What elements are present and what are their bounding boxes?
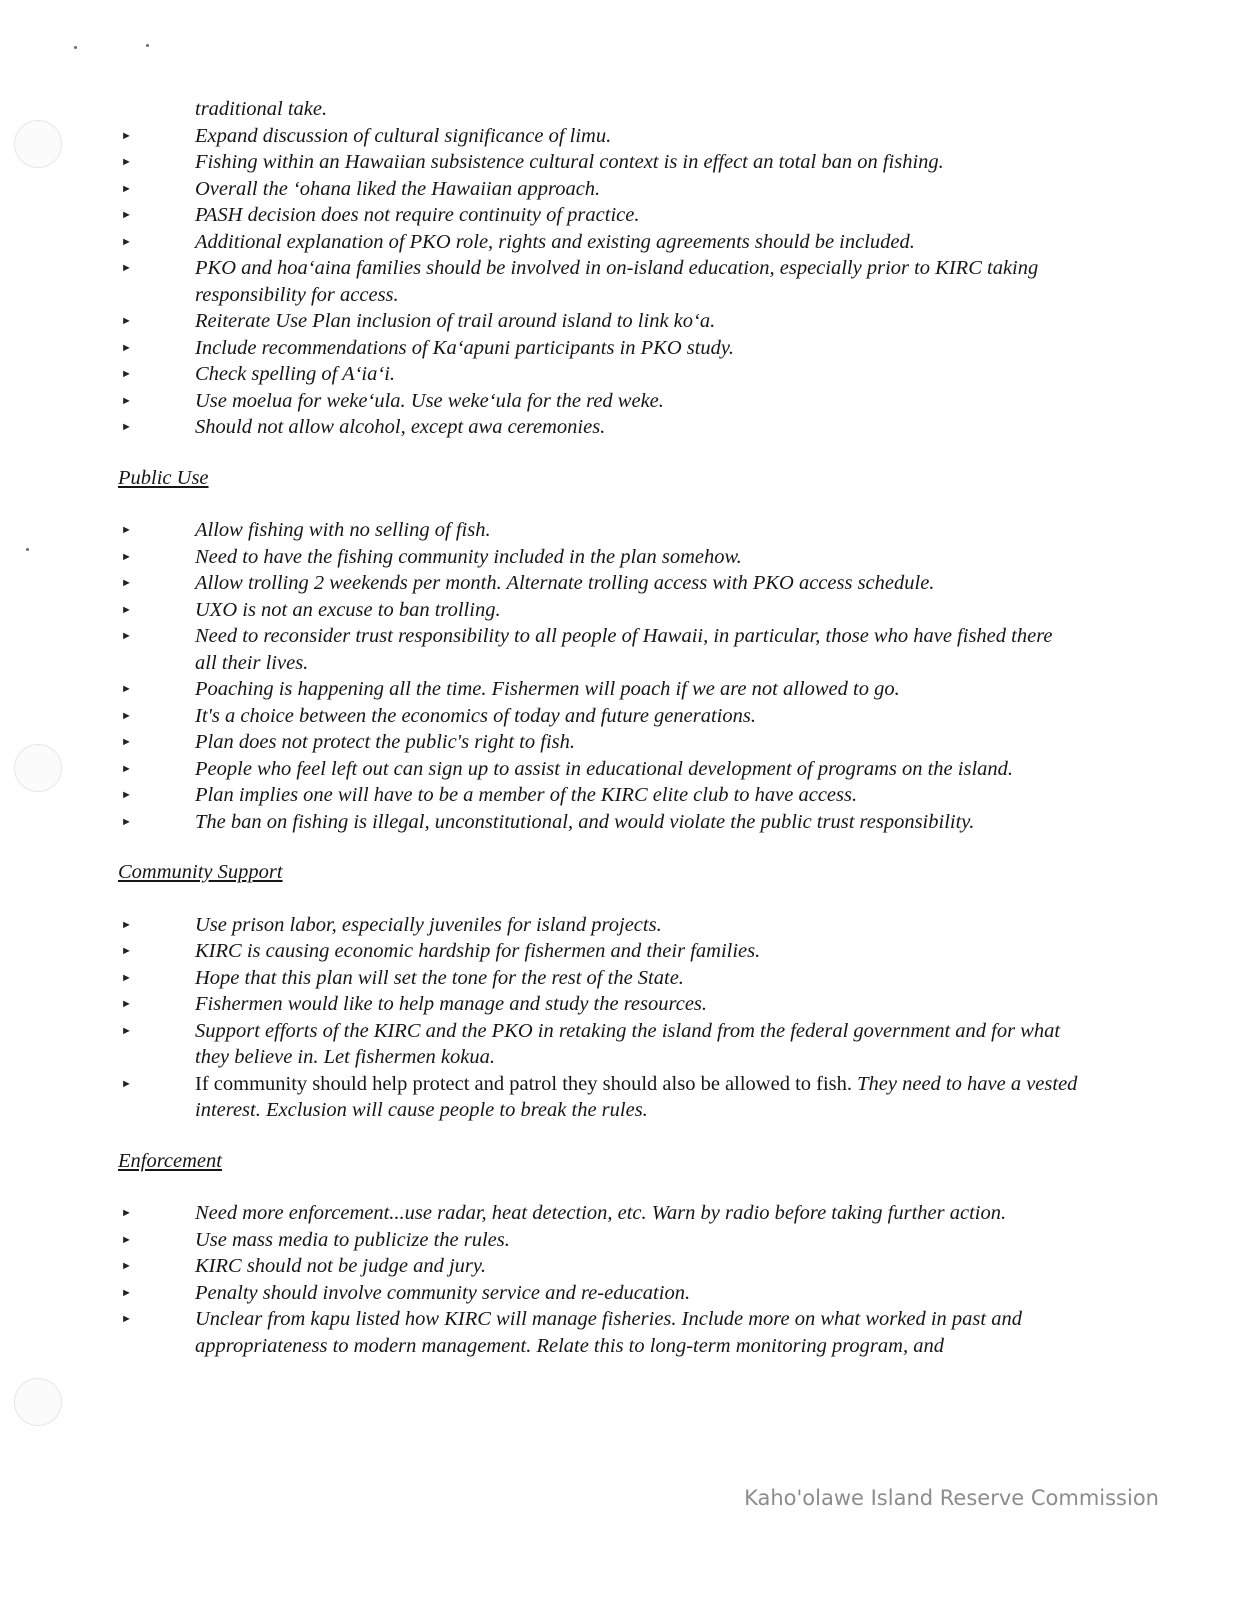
bullet-arrow-icon: ► xyxy=(121,156,132,168)
bullet-arrow-icon: ► xyxy=(121,736,132,748)
scan-speck xyxy=(26,548,29,551)
bullet-arrow-icon: ► xyxy=(121,1077,132,1090)
section-heading-enforcement: Enforcement xyxy=(118,1149,222,1172)
top-bullet-list xyxy=(118,123,1078,441)
list-item: ► Need to reconsider trust responsibility to all people of Hawaii, in particular, those who have fished there all their lives. xyxy=(121,625,1053,674)
list-item: ► Fishermen would like to help manage and study the resources. xyxy=(118,991,1078,1018)
bullet-arrow-icon: ► xyxy=(121,341,132,354)
list-item: ► Unclear from kapu listed how KIRC will manage fisheries. Include more on what worked in past and appropriateness to modern management. Relate this to long-term monitoring program, and xyxy=(121,1308,1022,1357)
list-item: ► It's a choice between the economics of today and future generations. xyxy=(118,703,1078,730)
bullet-arrow-icon: ► xyxy=(121,577,132,589)
bullet-arrow-icon: ► xyxy=(121,209,132,221)
section-heading-public-use: Public Use xyxy=(118,466,209,489)
bullet-arrow-icon: ► xyxy=(121,603,132,616)
list-item: ► Expand discussion of cultural significance of limu. xyxy=(118,123,1078,150)
list-item: ► Support efforts of the KIRC and the PKO in retaking the island from the federal government and for what they believe in. Let fishermen kokua. xyxy=(121,1019,1061,1068)
list-item: ► Plan does not protect the public's right to fish. xyxy=(118,729,1078,756)
list-item: ► The ban on fishing is illegal, unconstitutional, and would violate the public trust responsibility. xyxy=(118,809,1078,836)
bullet-arrow-icon: ► xyxy=(121,315,132,327)
bullet-arrow-icon: ► xyxy=(121,1313,132,1325)
bullet-arrow-icon: ► xyxy=(121,421,132,433)
list-item: ► If community should help protect and patrol they should also be allowed to fish. They need to have a vested interest. Exclusion will cause people to break the rules. xyxy=(121,1072,1078,1121)
public-use-list xyxy=(118,517,1078,835)
list-item: ► Reiterate Use Plan inclusion of trail around island to link ko‘a. xyxy=(118,308,1078,335)
list-item: ► Use moelua for weke‘ula. Use weke‘ula for the red weke. xyxy=(118,388,1078,415)
list-item: ► Plan implies one will have to be a member of the KIRC elite club to have access. xyxy=(118,782,1078,809)
bullet-arrow-icon: ► xyxy=(121,129,132,142)
bullet-arrow-icon: ► xyxy=(121,1233,132,1246)
bullet-arrow-icon: ► xyxy=(121,524,132,536)
section-heading-community-support: Community Support xyxy=(118,861,283,883)
bullet-arrow-icon: ► xyxy=(121,1207,132,1219)
enforcement-list xyxy=(118,1200,1078,1359)
bullet-arrow-icon: ► xyxy=(121,945,132,957)
list-item: ► People who feel left out can sign up to assist in educational development of programs on the island. xyxy=(118,756,1078,783)
document-body xyxy=(118,96,1078,1359)
bullet-arrow-icon: ► xyxy=(121,262,132,274)
list-item: ► Check spelling of A‘ia‘i. xyxy=(118,361,1078,388)
bullet-arrow-icon: ► xyxy=(121,971,132,984)
bullet-arrow-icon: ► xyxy=(121,683,132,695)
bullet-arrow-icon: ► xyxy=(121,998,132,1010)
bullet-arrow-icon: ► xyxy=(121,630,132,642)
bullet-arrow-icon: ► xyxy=(121,394,132,407)
list-item: ► KIRC is causing economic hardship for fishermen and their families. xyxy=(118,938,1078,965)
list-item: ► Allow fishing with no selling of fish. xyxy=(118,517,1078,544)
bullet-arrow-icon: ► xyxy=(121,1024,132,1037)
scan-speck xyxy=(146,44,149,47)
bullet-arrow-icon: ► xyxy=(121,918,132,931)
list-item: ► Poaching is happening all the time. Fishermen will poach if we are not allowed to go. xyxy=(118,676,1078,703)
list-item: ► Additional explanation of PKO role, rights and existing agreements should be included. xyxy=(118,229,1078,256)
bullet-arrow-icon: ► xyxy=(121,368,132,380)
bullet-arrow-icon: ► xyxy=(121,815,132,828)
punch-hole xyxy=(14,1378,62,1426)
bullet-arrow-icon: ► xyxy=(121,550,132,563)
scan-speck xyxy=(74,46,77,49)
bullet-arrow-icon: ► xyxy=(121,235,132,248)
list-item: ► Include recommendations of Ka‘apuni participants in PKO study. xyxy=(118,335,1078,362)
list-item: ► PKO and hoa‘aina families should be involved in on-island education, especially prior to KIRC taking responsibility for access. xyxy=(121,257,1039,306)
bullet-arrow-icon: ► xyxy=(121,182,132,195)
bullet-arrow-icon: ► xyxy=(121,1286,132,1299)
list-item: ► Need more enforcement...use radar, heat detection, etc. Warn by radio before taking further action. xyxy=(118,1200,1078,1227)
bullet-arrow-icon: ► xyxy=(121,789,132,801)
list-item: ► KIRC should not be judge and jury. xyxy=(118,1253,1078,1280)
list-item: ► Should not allow alcohol, except awa ceremonies. xyxy=(118,414,1078,441)
list-item: ► Need to have the fishing community included in the plan somehow. xyxy=(118,544,1078,571)
punch-hole xyxy=(14,120,62,168)
list-item: ► PASH decision does not require continuity of practice. xyxy=(118,202,1078,229)
bullet-arrow-icon: ► xyxy=(121,762,132,775)
community-support-list xyxy=(118,912,1078,1124)
list-item: ► Hope that this plan will set the tone for the rest of the State. xyxy=(118,965,1078,992)
footer-watermark: Kaho'olawe Island Reserve Commission xyxy=(744,1486,1159,1510)
list-item: ► Penalty should involve community service and re-education. xyxy=(118,1280,1078,1307)
list-item: ► Use mass media to publicize the rules. xyxy=(118,1227,1078,1254)
list-item: ► UXO is not an excuse to ban trolling. xyxy=(118,597,1078,624)
list-item: ► Use prison labor, especially juveniles for island projects. xyxy=(118,912,1078,939)
list-item: ► Overall the ‘ohana liked the Hawaiian approach. xyxy=(118,176,1078,203)
punch-hole xyxy=(14,744,62,792)
bullet-arrow-icon: ► xyxy=(121,709,132,722)
list-item: ► Fishing within an Hawaiian subsistence cultural context is in effect an total ban on fishing. xyxy=(118,149,1078,176)
list-item: ► Allow trolling 2 weekends per month. Alternate trolling access with PKO access schedule. xyxy=(118,570,1078,597)
bullet-arrow-icon: ► xyxy=(121,1260,132,1272)
continuation-line: traditional take. xyxy=(195,98,328,120)
